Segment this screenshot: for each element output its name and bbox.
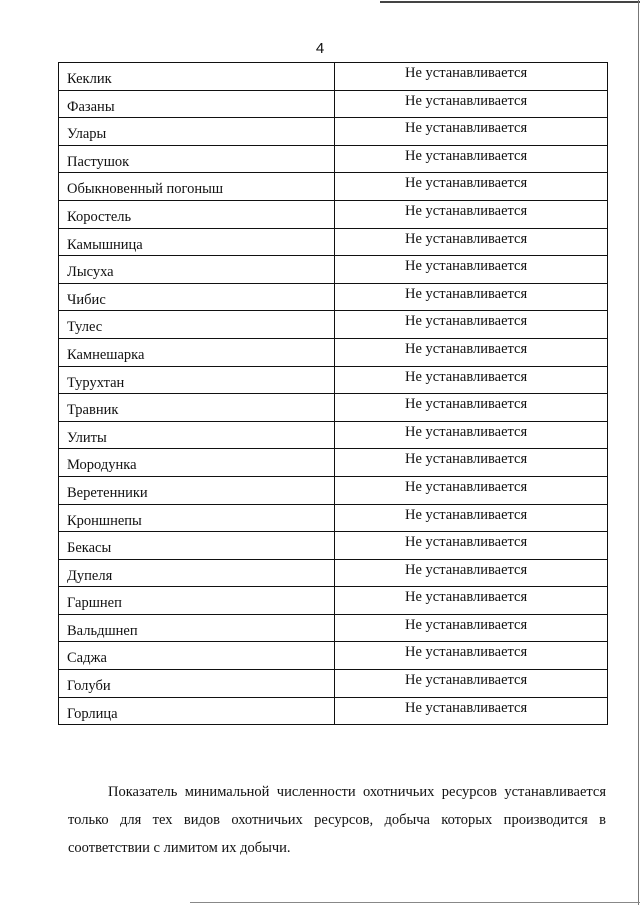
table-row bbox=[59, 697, 608, 725]
min-count-value-cell: Не устанавливается bbox=[335, 338, 608, 366]
species-name-cell: Камнешарка bbox=[59, 338, 335, 366]
table-row bbox=[59, 200, 608, 228]
species-name-cell: Вальдшнеп bbox=[59, 614, 335, 642]
species-name-cell: Чибис bbox=[59, 283, 335, 311]
table-row bbox=[59, 366, 608, 394]
min-count-value-cell: Не устанавливается bbox=[335, 173, 608, 201]
species-name-cell: Голуби bbox=[59, 670, 335, 698]
min-count-value-cell: Не устанавливается bbox=[335, 642, 608, 670]
table-row bbox=[59, 256, 608, 284]
table-row bbox=[59, 394, 608, 422]
min-count-value-cell: Не устанавливается bbox=[335, 256, 608, 284]
species-name-cell: Дупеля bbox=[59, 559, 335, 587]
scan-edge-top bbox=[380, 1, 640, 3]
table-row bbox=[59, 504, 608, 532]
scan-edge-bottom bbox=[190, 902, 640, 903]
min-count-value-cell: Не устанавливается bbox=[335, 614, 608, 642]
min-count-value-cell: Не устанавливается bbox=[335, 90, 608, 118]
footnote-paragraph: Показатель минимальной численности охотничьих ресурсов устанавливается только для тех видов охотничьих ресурсов, добыча которых производится в соответствии с лимитом их добычи. bbox=[68, 784, 606, 856]
species-name-cell: Коростель bbox=[59, 200, 335, 228]
species-name-cell: Пастушок bbox=[59, 145, 335, 173]
species-name-cell: Гаршнеп bbox=[59, 587, 335, 615]
species-name-cell: Травник bbox=[59, 394, 335, 422]
species-name-cell: Горлица bbox=[59, 697, 335, 725]
species-name-cell: Тулес bbox=[59, 311, 335, 339]
table-row bbox=[59, 228, 608, 256]
table-row bbox=[59, 173, 608, 201]
min-count-value-cell: Не устанавливается bbox=[335, 311, 608, 339]
page-number: 4 bbox=[315, 40, 325, 57]
species-name-cell: Бекасы bbox=[59, 532, 335, 560]
species-name-cell: Кроншнепы bbox=[59, 504, 335, 532]
table-row bbox=[59, 587, 608, 615]
min-count-value-cell: Не устанавливается bbox=[335, 670, 608, 698]
species-name-cell: Улиты bbox=[59, 421, 335, 449]
species-name-cell: Лысуха bbox=[59, 256, 335, 284]
table-row bbox=[59, 421, 608, 449]
species-name-cell: Турухтан bbox=[59, 366, 335, 394]
species-table-body bbox=[59, 63, 608, 725]
species-name-cell: Мородунка bbox=[59, 449, 335, 477]
min-count-value-cell: Не устанавливается bbox=[335, 366, 608, 394]
table-row bbox=[59, 532, 608, 560]
scan-edge-right bbox=[638, 0, 639, 905]
min-count-value-cell: Не устанавливается bbox=[335, 118, 608, 146]
table-row bbox=[59, 63, 608, 91]
species-name-cell: Саджа bbox=[59, 642, 335, 670]
min-count-value-cell: Не устанавливается bbox=[335, 63, 608, 91]
species-name-cell: Обыкновенный погоныш bbox=[59, 173, 335, 201]
table-row bbox=[59, 145, 608, 173]
min-count-value-cell: Не устанавливается bbox=[335, 697, 608, 725]
table-row bbox=[59, 338, 608, 366]
table-row bbox=[59, 642, 608, 670]
min-count-value-cell: Не устанавливается bbox=[335, 200, 608, 228]
species-table bbox=[58, 62, 608, 725]
min-count-value-cell: Не устанавливается bbox=[335, 559, 608, 587]
min-count-value-cell: Не устанавливается bbox=[335, 449, 608, 477]
table-row bbox=[59, 670, 608, 698]
table-row bbox=[59, 614, 608, 642]
table-row bbox=[59, 311, 608, 339]
min-count-value-cell: Не устанавливается bbox=[335, 587, 608, 615]
min-count-value-cell: Не устанавливается bbox=[335, 532, 608, 560]
min-count-value-cell: Не устанавливается bbox=[335, 476, 608, 504]
min-count-value-cell: Не устанавливается bbox=[335, 228, 608, 256]
species-name-cell: Кеклик bbox=[59, 63, 335, 91]
min-count-value-cell: Не устанавливается bbox=[335, 504, 608, 532]
table-row bbox=[59, 90, 608, 118]
species-name-cell: Веретенники bbox=[59, 476, 335, 504]
species-name-cell: Улары bbox=[59, 118, 335, 146]
table-row bbox=[59, 476, 608, 504]
table-row bbox=[59, 449, 608, 477]
table-row bbox=[59, 283, 608, 311]
species-name-cell: Камышница bbox=[59, 228, 335, 256]
table-row bbox=[59, 118, 608, 146]
table-row bbox=[59, 559, 608, 587]
species-name-cell: Фазаны bbox=[59, 90, 335, 118]
min-count-value-cell: Не устанавливается bbox=[335, 421, 608, 449]
min-count-value-cell: Не устанавливается bbox=[335, 145, 608, 173]
min-count-value-cell: Не устанавливается bbox=[335, 394, 608, 422]
min-count-value-cell: Не устанавливается bbox=[335, 283, 608, 311]
